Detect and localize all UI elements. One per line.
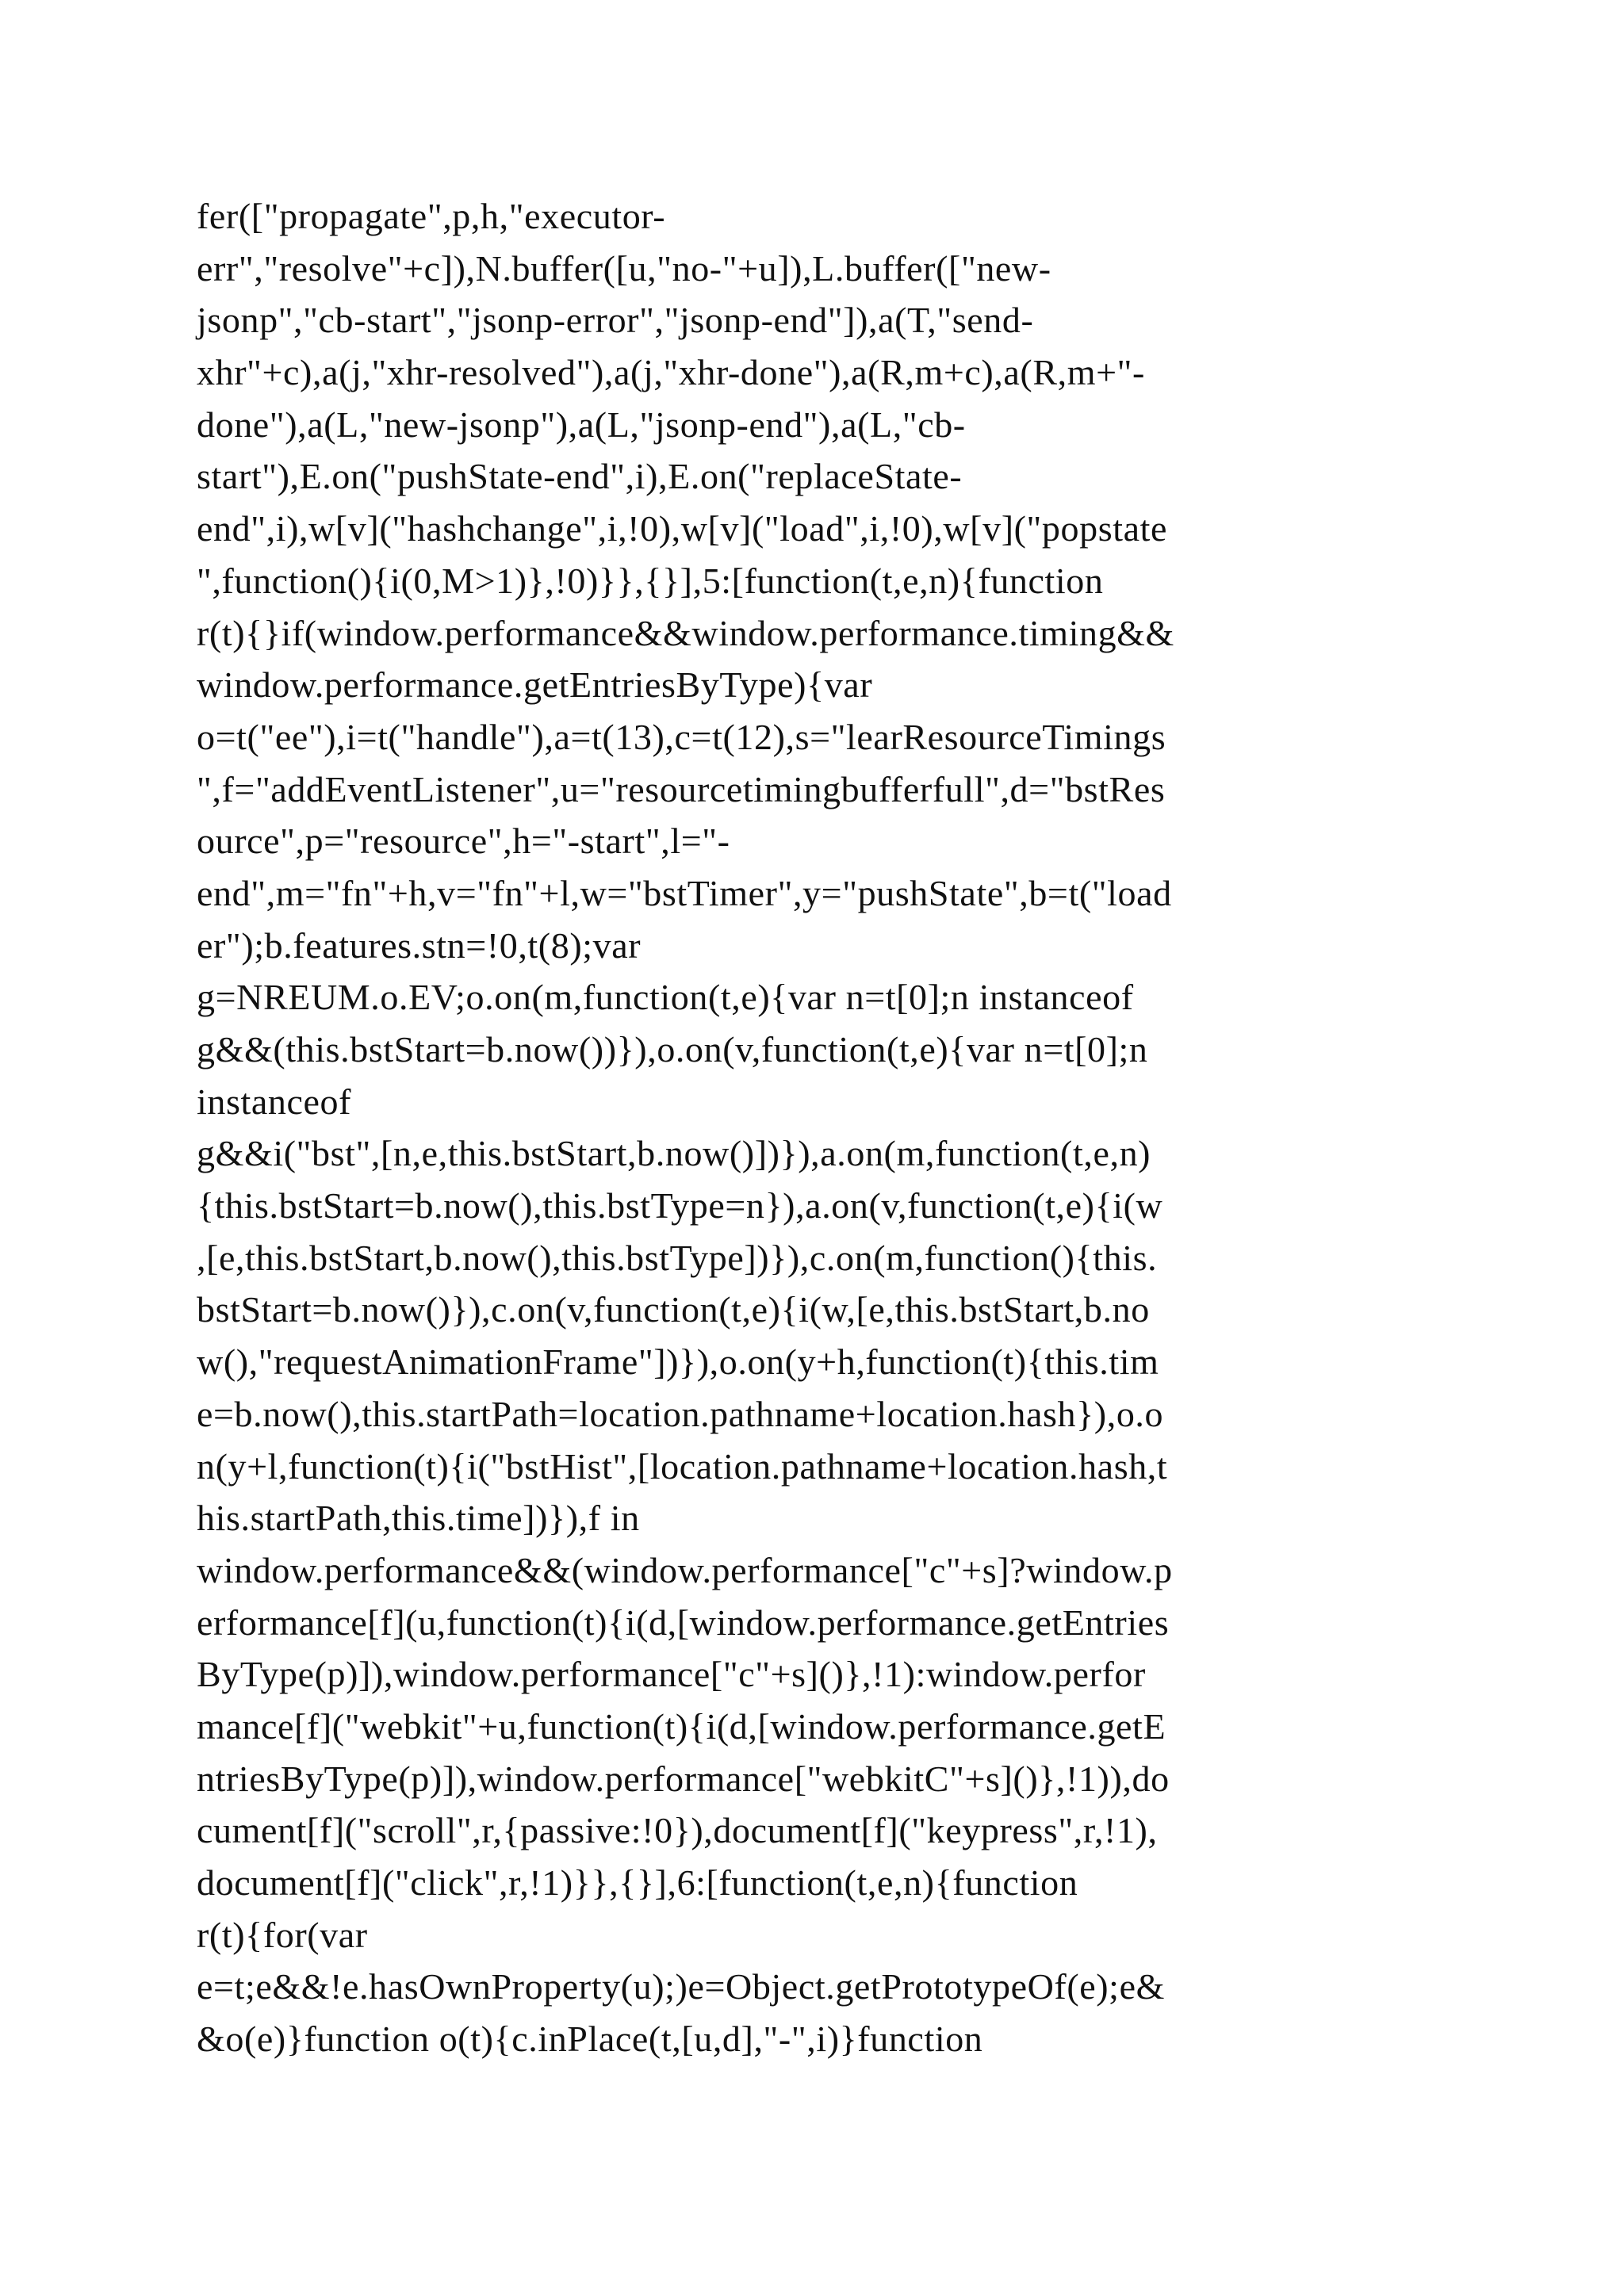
text-line: window.performance&&(window.performance["c"+s]?window.p (197, 1549, 1173, 1590)
text-line: ource",p="resource",h="-start",l="- (197, 821, 730, 862)
text-line: xhr"+c),a(j,"xhr-resolved"),a(j,"xhr-done"),a(R,m+c),a(R,m+"- (197, 352, 1145, 393)
text-line: end",m="fn"+h,v="fn"+l,w="bstTimer",y="pushState",b=t("load (197, 872, 1172, 913)
text-line: er");b.features.stn=!0,t(8);var (197, 924, 642, 966)
text-line: ntriesByType(p)]),window.performance["webkitC"+s]()},!1)),do (197, 1758, 1170, 1799)
text-line: done"),a(L,"new-jsonp"),a(L,"jsonp-end"),a(L,"cb- (197, 404, 966, 445)
text-line: end",i),w[v]("hashchange",i,!0),w[v]("load",i,!0),w[v]("popstate (197, 508, 1167, 549)
text-line: window.performance.getEntriesByType){var (197, 664, 873, 706)
text-line: e=b.now(),this.startPath=location.pathname+location.hash}),o.o (197, 1393, 1164, 1434)
text-line: n(y+l,function(t){i("bstHist",[location.pathname+location.hash,t (197, 1445, 1168, 1487)
text-line: ",f="addEventListener",u="resourcetimingbufferfull",d="bstRes (197, 768, 1166, 809)
text-line: jsonp","cb-start","jsonp-error","jsonp-end"]),a(T,"send- (197, 300, 1034, 341)
text-line: g&&(this.bstStart=b.now())}),o.on(v,function(t,e){var n=t[0];n (197, 1029, 1148, 1070)
text-line: bstStart=b.now()}),c.on(v,function(t,e){i(w,[e,this.bstStart,b.no (197, 1289, 1150, 1330)
text-line: instanceof (197, 1081, 352, 1122)
text-line: g=NREUM.o.EV;o.on(m,function(t,e){var n=t[0];n instanceof (197, 977, 1134, 1018)
text-line: ,[e,this.bstStart,b.now(),this.bstType])}),c.on(m,function(){this. (197, 1237, 1158, 1278)
text-line: ",function(){i(0,M>1)},!0)}},{}],5:[function(t,e,n){function (197, 560, 1104, 601)
text-line: err","resolve"+c]),N.buffer([u,"no-"+u]),L.buffer(["new- (197, 247, 1051, 289)
text-line: g&&i("bst",[n,e,this.bstStart,b.now()])}),a.on(m,function(t,e,n) (197, 1133, 1151, 1174)
text-line: cument[f]("scroll",r,{passive:!0}),document[f]("keypress",r,!1), (197, 1810, 1158, 1851)
text-line: ByType(p)]),window.performance["c"+s]()},!1):window.perfor (197, 1654, 1146, 1695)
text-line: r(t){for(var (197, 1914, 368, 1955)
text-line: erformance[f](u,function(t){i(d,[window.performance.getEntries (197, 1601, 1170, 1643)
text-line: w(),"requestAnimationFrame"])}),o.on(y+h,function(t){this.tim (197, 1341, 1159, 1383)
text-line: his.startPath,this.time])}),f in (197, 1498, 640, 1539)
text-line: {this.bstStart=b.now(),this.bstType=n}),a.on(v,function(t,e){i(w (197, 1185, 1163, 1226)
text-line: fer(["propagate",p,h,"executor- (197, 196, 666, 236)
text-line: r(t){}if(window.performance&&window.performance.timing&& (197, 612, 1174, 653)
text-line: &o(e)}function o(t){c.inPlace(t,[u,d],"-",i)}function (197, 2019, 983, 2060)
text-line: start"),E.on("pushState-end",i),E.on("replaceState- (197, 456, 963, 497)
text-line: mance[f]("webkit"+u,function(t){i(d,[window.performance.getE (197, 1705, 1166, 1747)
text-line: e=t;e&&!e.hasOwnProperty(u);)e=Object.getPrototypeOf(e);e& (197, 1966, 1165, 2007)
code-text-block (197, 190, 1450, 2065)
text-line: o=t("ee"),i=t("handle"),a=t(13),c=t(12),s="learResourceTimings (197, 716, 1166, 757)
text-line: document[f]("click",r,!1)}},{}],6:[function(t,e,n){function (197, 1862, 1078, 1903)
